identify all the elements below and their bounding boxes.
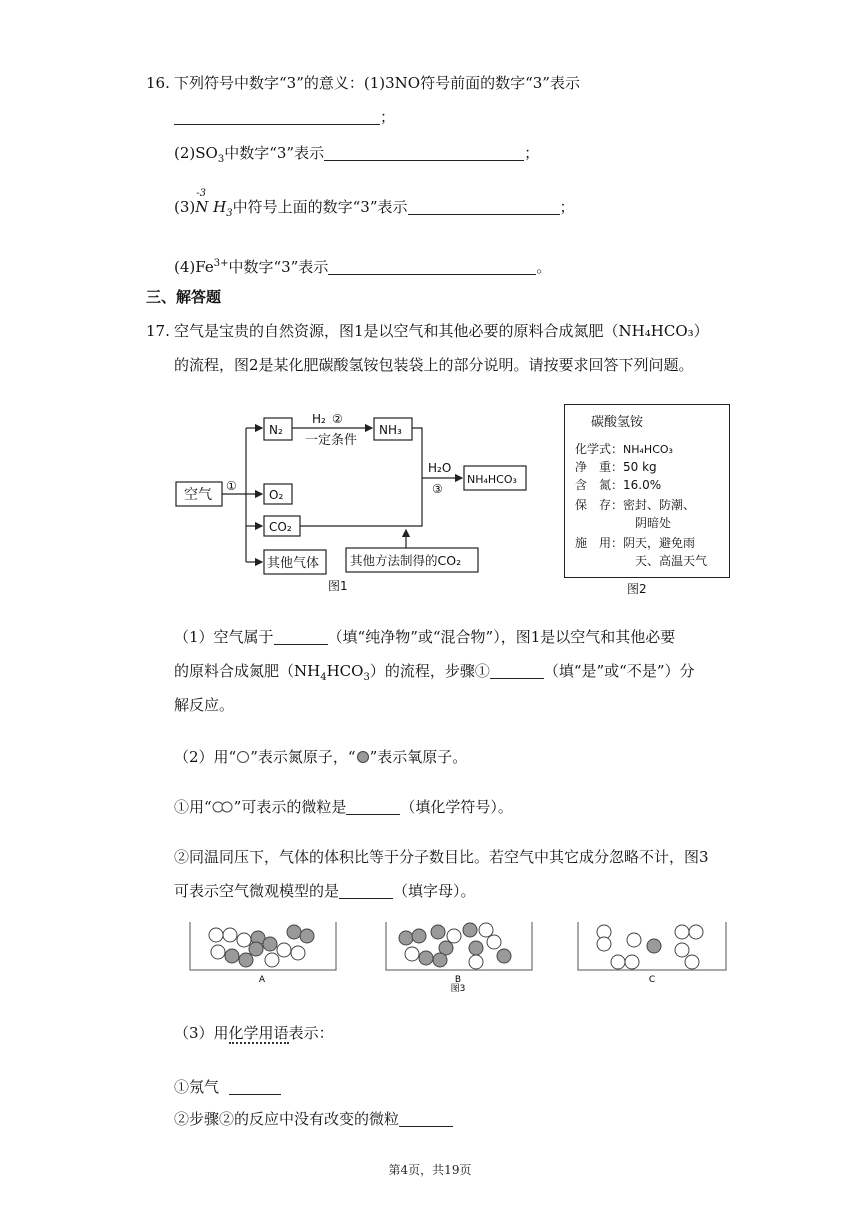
q17-text: 空气是宝贵的自然资源，图1是以空气和其他必要的原料合成氮肥（NH₄HCO₃） — [174, 322, 709, 340]
punct: ； — [380, 108, 396, 126]
row-value: 50 kg — [623, 460, 657, 474]
q16-line1 — [146, 72, 580, 94]
sub2-line1 — [174, 746, 467, 768]
row-value: 密封、防潮、 — [623, 498, 696, 512]
other-co2-label: 其他方法制得的CO₂ — [350, 553, 462, 568]
text: ”表示氮原子，“ — [250, 748, 356, 766]
sub3-item1 — [174, 1076, 281, 1098]
n2-label: N₂ — [269, 423, 283, 437]
n2-molecule-icon — [212, 800, 234, 814]
q16-part2 — [174, 142, 539, 171]
emphasized-term: 化学用语 — [228, 1024, 289, 1042]
model-a-label: A — [258, 975, 266, 985]
text: (4)Fe — [174, 258, 214, 276]
q16-part4 — [174, 253, 551, 278]
text: ②步骤②的反应中没有改变的微粒 — [174, 1110, 400, 1128]
subscript: 4 — [320, 672, 327, 683]
row-label: 含 氮： — [575, 478, 624, 492]
condition-label: 一定条件 — [305, 433, 358, 448]
row-value: NH₄HCO₃ — [623, 443, 673, 456]
punct: ； — [559, 198, 575, 216]
sub2-q2-line2 — [174, 880, 476, 902]
text: (3) — [174, 198, 196, 216]
subscript: 3 — [363, 672, 370, 683]
punct: ； — [524, 144, 540, 162]
subscript: 3 — [226, 208, 233, 219]
nh3-valence — [195, 188, 233, 225]
punct: 。 — [536, 258, 552, 276]
model-b[interactable] — [386, 922, 532, 970]
q16-part3 — [174, 188, 575, 225]
figure2-label-panel — [564, 404, 730, 578]
usage-row — [575, 535, 695, 551]
page-footer: 第4页，共19页 — [388, 1163, 472, 1177]
connector — [412, 428, 422, 478]
answer-blank[interactable] — [328, 258, 536, 275]
air-label: 空气 — [184, 487, 212, 503]
text: （填“是”或“不是”）分 — [543, 662, 695, 680]
row-value: 阴天，避免雨 — [623, 536, 696, 550]
text: 可表示空气微观模型的是 — [174, 882, 340, 900]
row-value-cont: 阴暗处 — [635, 516, 672, 530]
nitrogen-atom-icon — [236, 750, 250, 764]
answer-blank[interactable] — [346, 798, 400, 815]
h2o-label: H₂O — [428, 461, 452, 475]
text: 中符号上面的数字“3”表示 — [232, 198, 408, 216]
row-label: 化学式： — [575, 442, 624, 456]
model-c-label: C — [648, 975, 656, 985]
nitrogen-row — [575, 477, 661, 493]
co2-label: CO₂ — [269, 520, 292, 534]
row-value: 16.0% — [623, 478, 662, 492]
text: （填字母）。 — [393, 882, 476, 900]
step3-label: ③ — [432, 482, 443, 496]
text: HCO — [326, 662, 364, 680]
text: （3）用 — [174, 1024, 229, 1042]
figure2-caption: 图2 — [627, 582, 647, 596]
product-label: NH₄HCO₃ — [467, 473, 517, 486]
q17-line2: 的流程，图2是某化肥碳酸氢铵包装袋上的部分说明。请按要求回答下列问题。 — [174, 356, 694, 374]
model-a[interactable] — [190, 922, 336, 970]
element-n: N — [195, 198, 209, 216]
answer-blank[interactable] — [408, 198, 560, 215]
text: （1）空气属于 — [174, 628, 274, 646]
nh3-label: NH₃ — [379, 423, 402, 437]
product-title: 碳酸氢铵 — [591, 415, 644, 430]
sub3-line — [174, 1022, 334, 1044]
model-c[interactable] — [578, 922, 726, 970]
valence-mark: -3 — [196, 188, 206, 199]
sub2-q2-line1: ②同温同压下，气体的体积比等于分子数目比。若空气中其它成分忽略不计，图3 — [174, 848, 709, 866]
step1-label: ① — [226, 479, 237, 493]
text: 中数字“3”表示 — [224, 144, 325, 162]
answer-blank[interactable] — [399, 1110, 453, 1127]
question-number: 17. — [146, 322, 170, 340]
oxygen-atom-icon — [356, 750, 370, 764]
subscript: 3 — [217, 154, 225, 165]
text: ①氖气 — [174, 1078, 220, 1096]
o2-label: O₂ — [269, 488, 284, 502]
row-label: 保 存： — [575, 498, 624, 512]
weight-row — [575, 459, 657, 475]
text: （填“纯净物”或“混合物”），图1是以空气和其他必要 — [327, 628, 676, 646]
figure1-flowchart — [170, 400, 540, 600]
q17-line1 — [146, 320, 709, 342]
answer-blank[interactable] — [229, 1078, 281, 1095]
text: ①用“ — [174, 798, 212, 816]
q16-blank1-line — [174, 106, 395, 128]
sub2-q1 — [174, 796, 513, 818]
figure3-micro-models — [186, 918, 732, 994]
text: 的原料合成氮肥（NH — [174, 662, 321, 680]
answer-blank[interactable] — [174, 108, 380, 125]
answer-blank[interactable] — [490, 662, 544, 679]
other-gas-label: 其他气体 — [267, 556, 320, 571]
sub1-line3: 解反应。 — [174, 696, 235, 714]
sub3-item2 — [174, 1108, 453, 1130]
row-label: 施 用： — [575, 536, 624, 550]
figure3-caption: 图3 — [450, 984, 466, 994]
connector — [300, 478, 422, 526]
text: 中数字“3”表示 — [228, 258, 329, 276]
row-value-cont: 天、高温天气 — [635, 554, 708, 568]
storage-row — [575, 497, 695, 513]
section-title: 三、解答题 — [146, 288, 222, 306]
text: ”可表示的微粒是 — [233, 798, 347, 816]
superscript: 3+ — [213, 258, 229, 269]
h2-label: H₂ — [312, 412, 326, 426]
text: (2)SO — [174, 144, 218, 162]
figure1-caption: 图1 — [328, 579, 348, 593]
element-h: H — [213, 198, 227, 216]
sub1-line1 — [174, 626, 675, 648]
text: ”表示氧原子。 — [369, 748, 468, 766]
text: （2）用“ — [174, 748, 237, 766]
row-label: 净 重： — [575, 460, 624, 474]
text: （填化学符号）。 — [400, 798, 513, 816]
step2-label: ② — [332, 412, 343, 426]
formula-row — [575, 441, 673, 458]
answer-blank[interactable] — [274, 628, 328, 645]
answer-blank[interactable] — [324, 144, 524, 161]
answer-blank[interactable] — [339, 882, 393, 899]
q16-intro: 下列符号中数字“3”的意义：(1)3NO符号前面的数字“3”表示 — [174, 74, 580, 92]
question-number: 16. — [146, 74, 170, 92]
model-b-label: B — [454, 975, 462, 985]
text: ）的流程，步骤① — [369, 662, 490, 680]
text: 表示： — [288, 1024, 334, 1042]
sub1-line2 — [174, 660, 695, 689]
